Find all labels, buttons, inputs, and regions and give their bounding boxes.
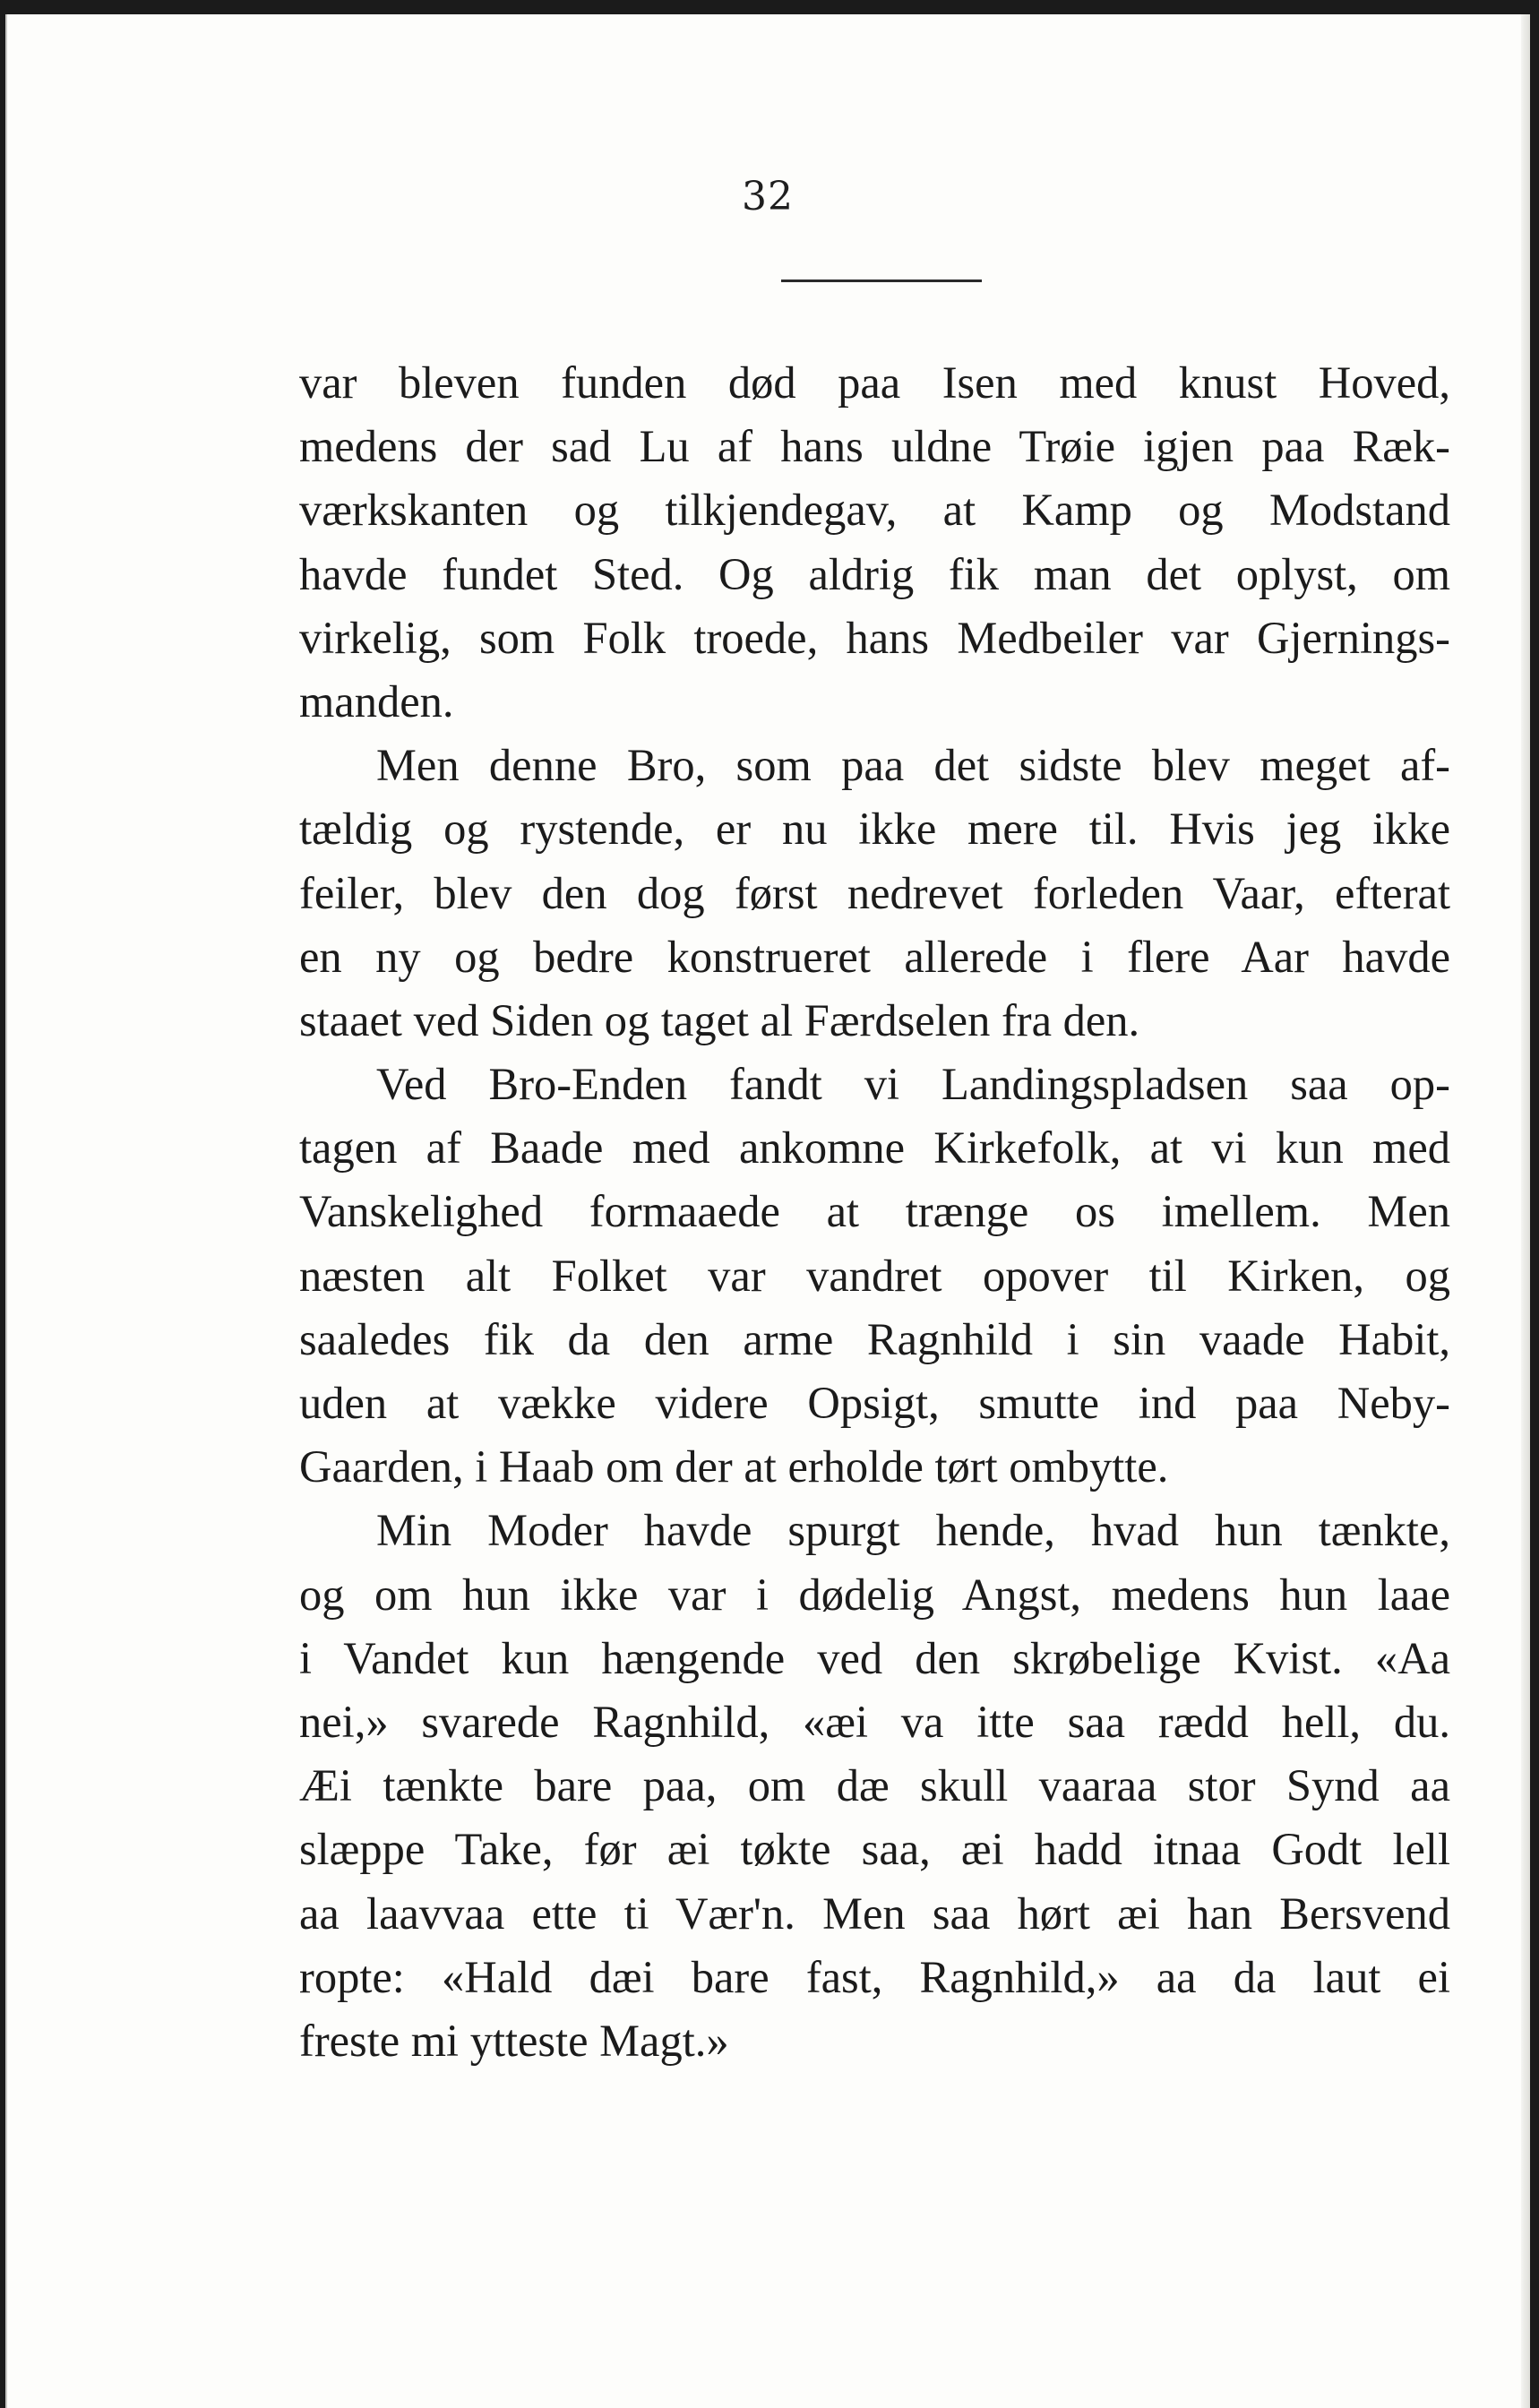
text-line: Min Moder havde spurgt hende, hvad hun tænkte,	[376, 1505, 1450, 1556]
text-line: en ny og bedre konstrueret allerede i flere Aar havde	[299, 931, 1450, 982]
text-line: Æi tænkte bare paa, om dæ skull vaaraa stor Synd aa	[299, 1760, 1450, 1811]
text-line: tagen af Baade med ankomne Kirkefolk, at vi kun med	[299, 1122, 1450, 1174]
text-line: Men denne Bro, som paa det sidste blev meget af-	[376, 740, 1450, 791]
body-text	[299, 351, 1450, 2073]
text-line: tældig og rystende, er nu ikke mere til. Hvis jeg ikke	[299, 804, 1450, 855]
text-line: staaet ved Siden og taget al Færdselen fra den.	[299, 994, 1140, 1045]
text-line: slæppe Take, før æi tøkte saa, æi hadd itnaa Godt lell	[299, 1824, 1450, 1875]
text-line: ropte: «Hald dæi bare fast, Ragnhild,» aa da laut ei	[299, 1951, 1450, 2002]
text-line: Vanskelighed formaaede at trænge os imellem. Men	[299, 1186, 1450, 1237]
paragraph	[299, 1499, 1450, 2073]
paragraph	[299, 1053, 1450, 1499]
book-page	[5, 14, 1530, 2408]
text-line: Ved Bro-Enden fandt vi Landingspladsen saa op-	[376, 1059, 1450, 1110]
text-line: saaledes fik da den arme Ragnhild i sin vaade Habit,	[299, 1313, 1450, 1364]
text-line: uden at vække videre Opsigt, smutte ind paa Neby-	[299, 1378, 1450, 1428]
text-line: i Vandet kun hængende ved den skrøbelige Kvist. «Aa	[299, 1632, 1450, 1683]
text-line: manden.	[299, 675, 454, 727]
text-line: var bleven funden død paa Isen med knust Hoved,	[299, 357, 1450, 408]
text-line: nei,» svarede Ragnhild, «æi va itte saa rædd hell, du.	[299, 1696, 1450, 1747]
text-line: havde fundet Sted. Og aldrig fik man det oplyst, om	[299, 548, 1450, 599]
text-line: medens der sad Lu af hans uldne Trøie igjen paa Ræk-	[299, 421, 1450, 472]
text-line: værkskanten og tilkjendegav, at Kamp og Modstand	[299, 485, 1450, 536]
page-number: 32	[742, 174, 794, 219]
text-line: næsten alt Folket var vandret opover til Kirken, og	[299, 1250, 1450, 1301]
text-line: freste mi ytteste Magt.»	[299, 2015, 729, 2066]
text-line: aa laavvaa ette ti Vær'n. Men saa hørt æi han Bersvend	[299, 1888, 1450, 1939]
text-line: og om hun ikke var i dødelig Angst, medens hun laae	[299, 1569, 1450, 1620]
header-rule	[781, 280, 982, 282]
page-edge-shadow	[1521, 14, 1530, 2408]
text-line: Gaarden, i Haab om der at erholde tørt ombytte.	[299, 1441, 1169, 1492]
paragraph	[299, 734, 1450, 1053]
text-line: virkelig, som Folk troede, hans Medbeiler var Gjernings-	[299, 612, 1450, 663]
paragraph	[299, 351, 1450, 734]
text-line: feiler, blev den dog først nedrevet forleden Vaar, efterat	[299, 867, 1450, 918]
